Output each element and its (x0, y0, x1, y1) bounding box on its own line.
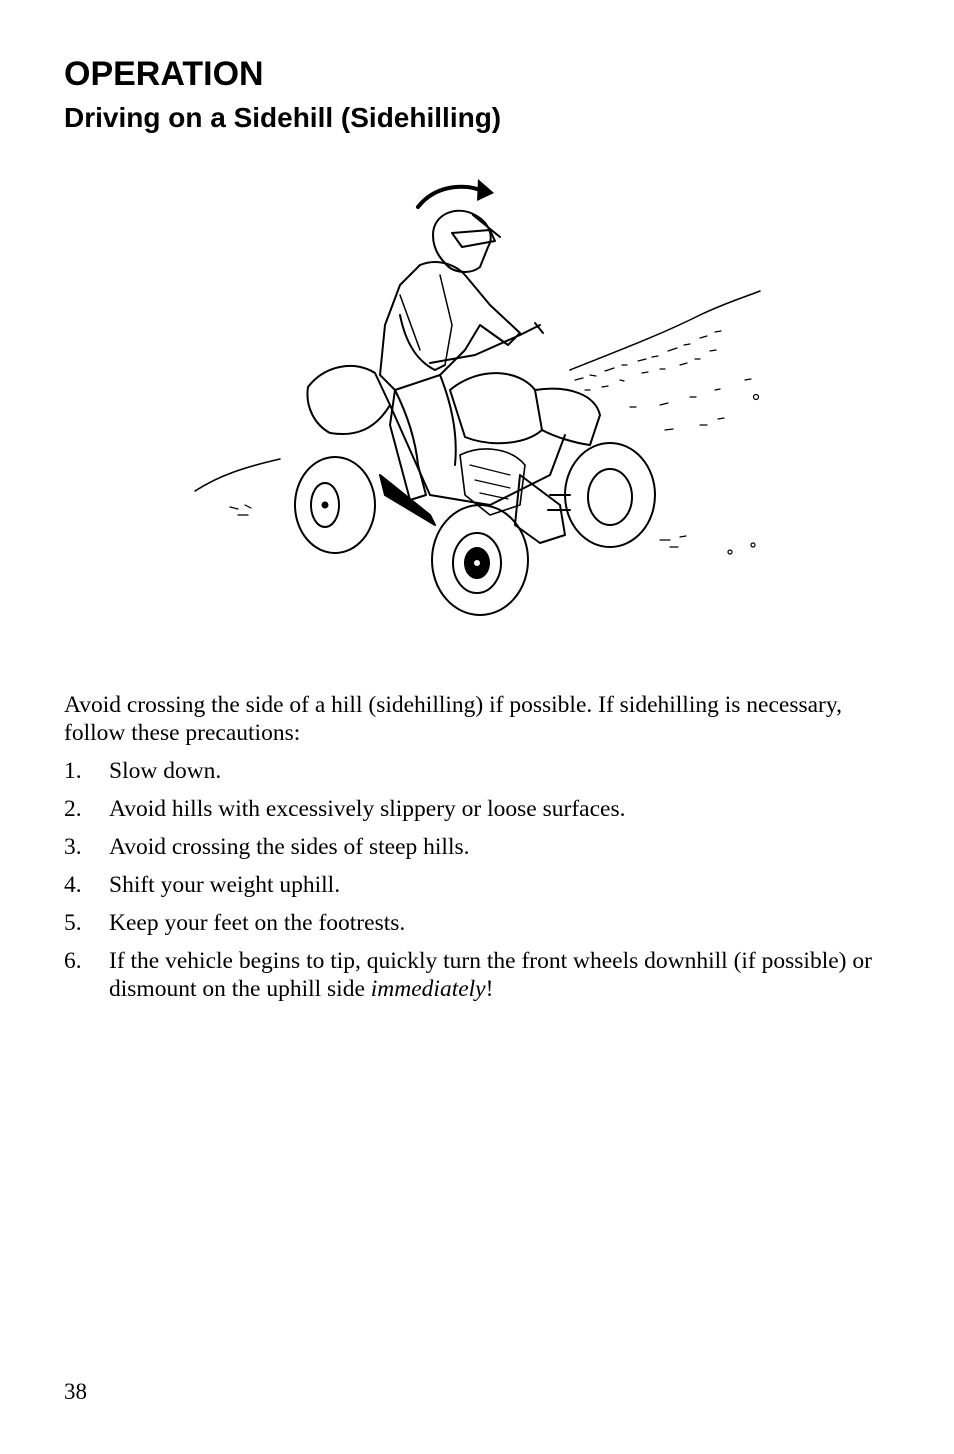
rear-wheel (295, 457, 375, 553)
list-item-number: 4. (64, 872, 82, 898)
rider (380, 211, 520, 500)
list-item-number: 2. (64, 796, 82, 822)
front-right-wheel (565, 443, 655, 547)
list-item-number: 3. (64, 834, 82, 860)
atv-rider-sidehill-illustration (190, 175, 770, 655)
emphasis-text: immediately (370, 976, 486, 1002)
list-item-text: Slow down. (109, 758, 222, 784)
list-item (64, 833, 884, 861)
list-item-text: Avoid hills with excessively slippery or loose surfaces. (109, 796, 626, 822)
list-item-text: If the vehicle begins to tip, quickly turn the front wheels downhill (if possible) or dismount on the uphill side (109, 948, 872, 1002)
list-item (64, 757, 884, 785)
list-item-number: 1. (64, 758, 82, 784)
list-item (64, 947, 884, 1003)
list-item (64, 909, 884, 937)
list-item-end: ! (485, 976, 494, 1002)
lean-direction-arrow-icon (418, 179, 494, 207)
precautions-list (64, 757, 884, 1003)
list-item (64, 871, 884, 899)
list-item-text: Avoid crossing the sides of steep hills. (109, 834, 470, 860)
intro-paragraph: Avoid crossing the side of a hill (sidehilling) if possible. If sidehilling is necessary, follow these precautions: (64, 692, 842, 746)
list-item-text: Shift your weight uphill. (109, 872, 341, 898)
list-item (64, 795, 884, 823)
front-left-wheel (432, 505, 528, 615)
list-item-text: Keep your feet on the footrests. (109, 910, 406, 936)
page-number: 38 (64, 1379, 87, 1404)
list-item-number: 5. (64, 910, 82, 936)
page-heading: Driving on a Sidehill (Sidehilling) (64, 102, 502, 133)
list-item-number: 6. (64, 948, 82, 974)
section-title: OPERATION (64, 55, 264, 93)
body-text (64, 691, 884, 1013)
